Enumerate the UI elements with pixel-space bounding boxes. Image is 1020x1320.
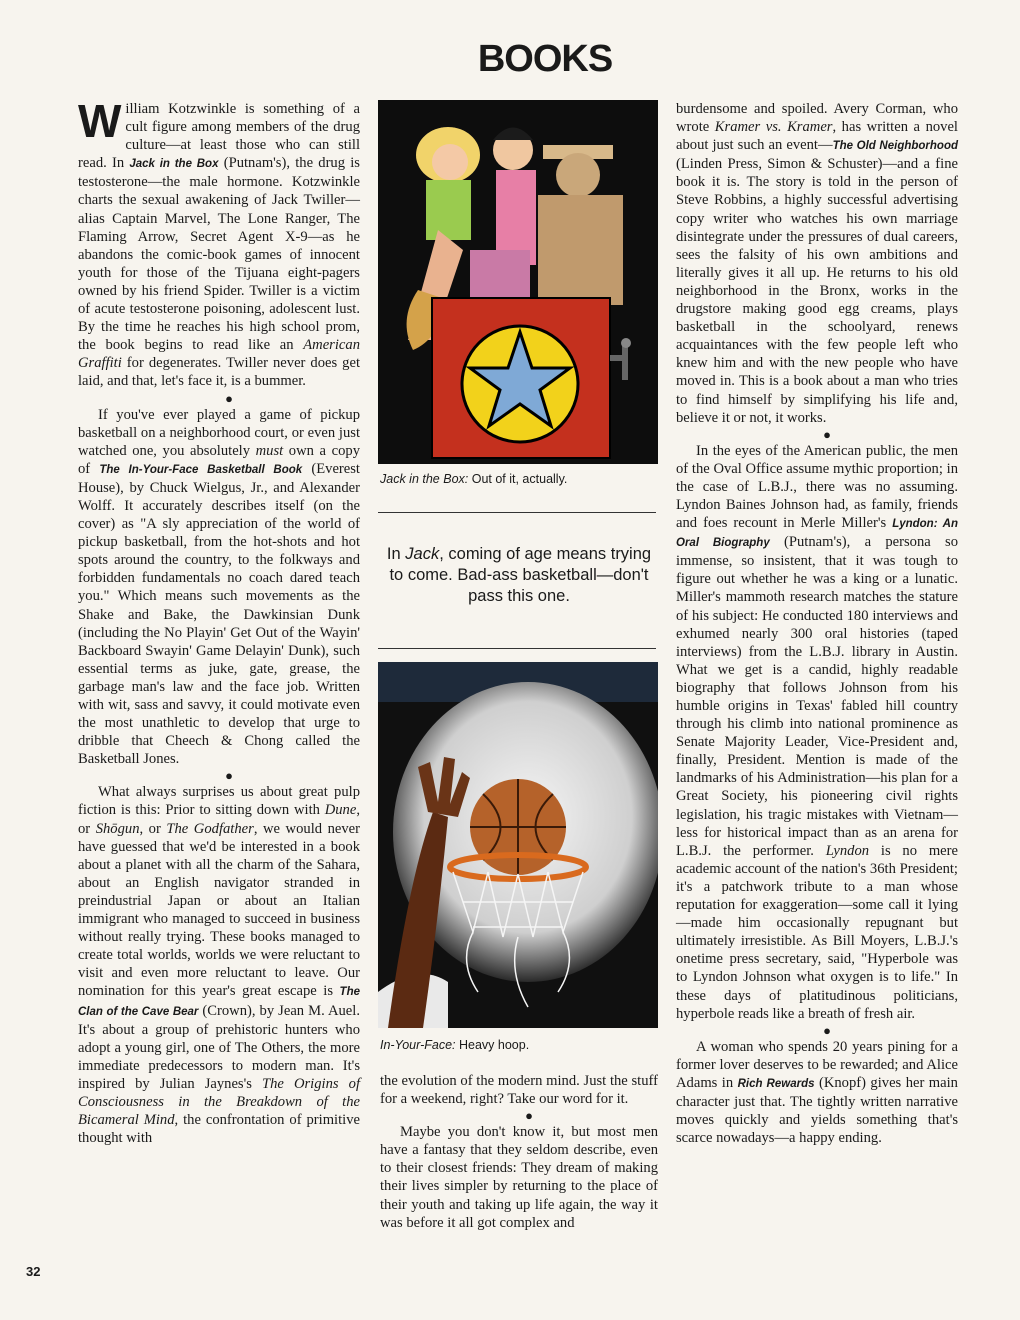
article-column-2 xyxy=(380,1072,658,1232)
section-title: BOOKS xyxy=(477,38,613,80)
section-bullet: ● xyxy=(225,390,233,406)
caption-in-your-face: In-Your-Face: Heavy hoop. xyxy=(380,1038,530,1052)
review-old-neighborhood: burdensome and spoiled. Avery Corman, who wrote Kramer vs. Kramer, has written a novel about just such an event—The Old Neighborhood (Linden Press, Simon & Schuster)—and a fine book it is. The story is told in the person of Steve Robbins, a highly successful advertising copy writer who watches his own marriage disintegrate under the pressures of dual careers, sees the falsity of his own ambitions and literally gives it all up. He returns to his old neighborhood in the Bronx, works in the drugstore making good egg creams, plays basketball in the schoolyard, renews acquaintances with the few people left who knew him and with the new people who have moved in. This is a book about a man who tries to find himself by simplifying his life and, believe it or not, it works. xyxy=(676,101,958,426)
review-old-neighborhood-intro: Maybe you don't know it, but most men have a fantasy that they seldom describe, even to their closest friends: They dream of making their lives simpler by returning to the place of their youth and taking up life again, the way it was before it all got complex and xyxy=(380,1124,658,1231)
basketball-hoop-art xyxy=(378,662,658,1028)
review-rich-rewards: A woman who spends 20 years pining for a former lover deserves to be rewarded; and Alice Adams in Rich Rewards (Knopf) gives her main character just that. The tightly written narrative moves quickly and yields something that's scarce nowadays—a happy ending. xyxy=(676,1038,958,1147)
in-your-face-illustration xyxy=(378,662,658,1028)
section-bullet: ● xyxy=(823,426,831,442)
review-lyndon: In the eyes of the American public, the men of the Oval Office assume mythic proportion; in the case of L.B.J., there was no assuming. Lyndon Baines Johnson had, as family, friends and foes recount in Merle Miller's Lyndon: An Oral Biography (Putnam's), a persona so immense, so insistent, that it was tough to figure out whether he was a king or a lunatic. Miller's mammoth research matches the stature of his subject: He conducted 180 interviews and exhumed nearly 300 oral histories (taped interviews) from the L.B.J. library in Austin. What we get is a candid, highly readable biography that follows Johnson from his humble origins in Texas' fabled hill country through his climb into national prominence as Senate Majority Leader, Vice-President and, finally, President. Mention is made of the landmarks of his Administration—his plan for a Great Society, his pioneering civil rights legislation, his tragic mistakes with Vietnam—less for historical impact than as an arena for L.B.J. the performer. Lyndon is no mere academic account of the nation's 36th President; it's a patchwork tribute to a man whose reputation for exaggeration—some call it lying—made him occasionally repugnant but ultimately irresistible. As Bill Moyers, L.B.J.'s onetime press secretary, said, "Hyperbole was to Lyndon Johnson what oxygen is to life." In these days of platitudinous politicians, hyperbole reads like a breath of fresh air. xyxy=(676,442,958,1022)
drop-cap: W xyxy=(78,95,122,147)
jack-in-the-box-art xyxy=(378,100,658,464)
divider-rule xyxy=(378,648,656,649)
section-bullet: ● xyxy=(823,1022,831,1038)
page-number: 32 xyxy=(26,1264,41,1279)
review-jack-in-the-box: William Kotzwinkle is something of a cult figure among members of the drug culture—at least those who can still read. In Jack in the Box (Putnam's), the drug is testosterone—the male hormone. Kotzwinkle charts the sexual awakening of Jack Twiller—alias Captain Marvel, The Lone Ranger, The Flaming Arrow, Secret Agent X-9—as he abandons the comic-book games of innocent youth for those of the Tijuana eight-pagers owned by his friend Spider. Twiller is a victim of acute testosterone poisoning, adolescent lust. By the time he reaches his high school prom, the book begins to read like an American Graffiti for degenerates. Twiller never does get laid, and that, let's face it, is a bummer. xyxy=(78,95,360,390)
section-bullet: ● xyxy=(225,768,233,784)
caption-jack-in-the-box: Jack in the Box: Out of it, actually. xyxy=(380,472,568,486)
review-clan-of-the-cave-bear: What always surprises us about great pulp fiction is this: Prior to sitting down with Dune, or Shōgun, or The Godfather, we would never have guessed that we'd be interested in a book about a planet with all the charm of the Sahara, about an English navigator stranded in preindustrial Japan or about an Italian immigrant who managed to succeed in business without really trying. These books managed to create total worlds, worlds we were reluctant to visit and even more reluctant to leave. Our nomination for this year's great escape is The Clan of the Cave Bear (Crown), by Jean M. Auel. It's about a group of prehistoric hunters who adopt a young girl, one of The Others, the more immediate predecessors to modern man. It's inspired by Julian Jaynes's The Origins of Consciousness in the Breakdown of the Bicameral Mind, the confrontation of primitive thought with xyxy=(78,784,360,1147)
review-continuation: the evolution of the modern mind. Just the stuff for a weekend, right? Take our word for it. xyxy=(380,1073,658,1108)
pull-quote: In Jack, coming of age means trying to come. Bad-ass basketball—don't pass this one. xyxy=(386,545,652,605)
review-in-your-face: If you've ever played a game of pickup basketball on a neighborhood court, or even just watched one, you absolutely must own a copy of The In-Your-Face Basketball Book (Everest House), by Chuck Wielgus, Jr., and Alexander Wolff. It accurately describes itself (on the cover) as "A sly appreciation of the world of pickup basketball, from the hot-shots and hot spots around the country, to the folkways and forbidden fundamentals no coach dared teach you." Which means such movements as the Shake and Bake, the Dawkinsian Dunk (including the No Playin' Get Out of the Wayin' Backboard Swayin' Game Delayin' Dunk), such essential terms as juke, gate, grease, the garbage man's law and the face job. Written with wit, sass and savvy, it could motivate even the most unathletic to develop that urge to dribble that Cheech & Chong called the Basketball Jones. xyxy=(78,406,360,768)
divider-rule xyxy=(378,512,656,513)
section-bullet: ● xyxy=(525,1108,533,1124)
article-column-1 xyxy=(78,95,360,1147)
article-column-3 xyxy=(676,100,958,1147)
jack-in-the-box-illustration xyxy=(378,100,658,464)
